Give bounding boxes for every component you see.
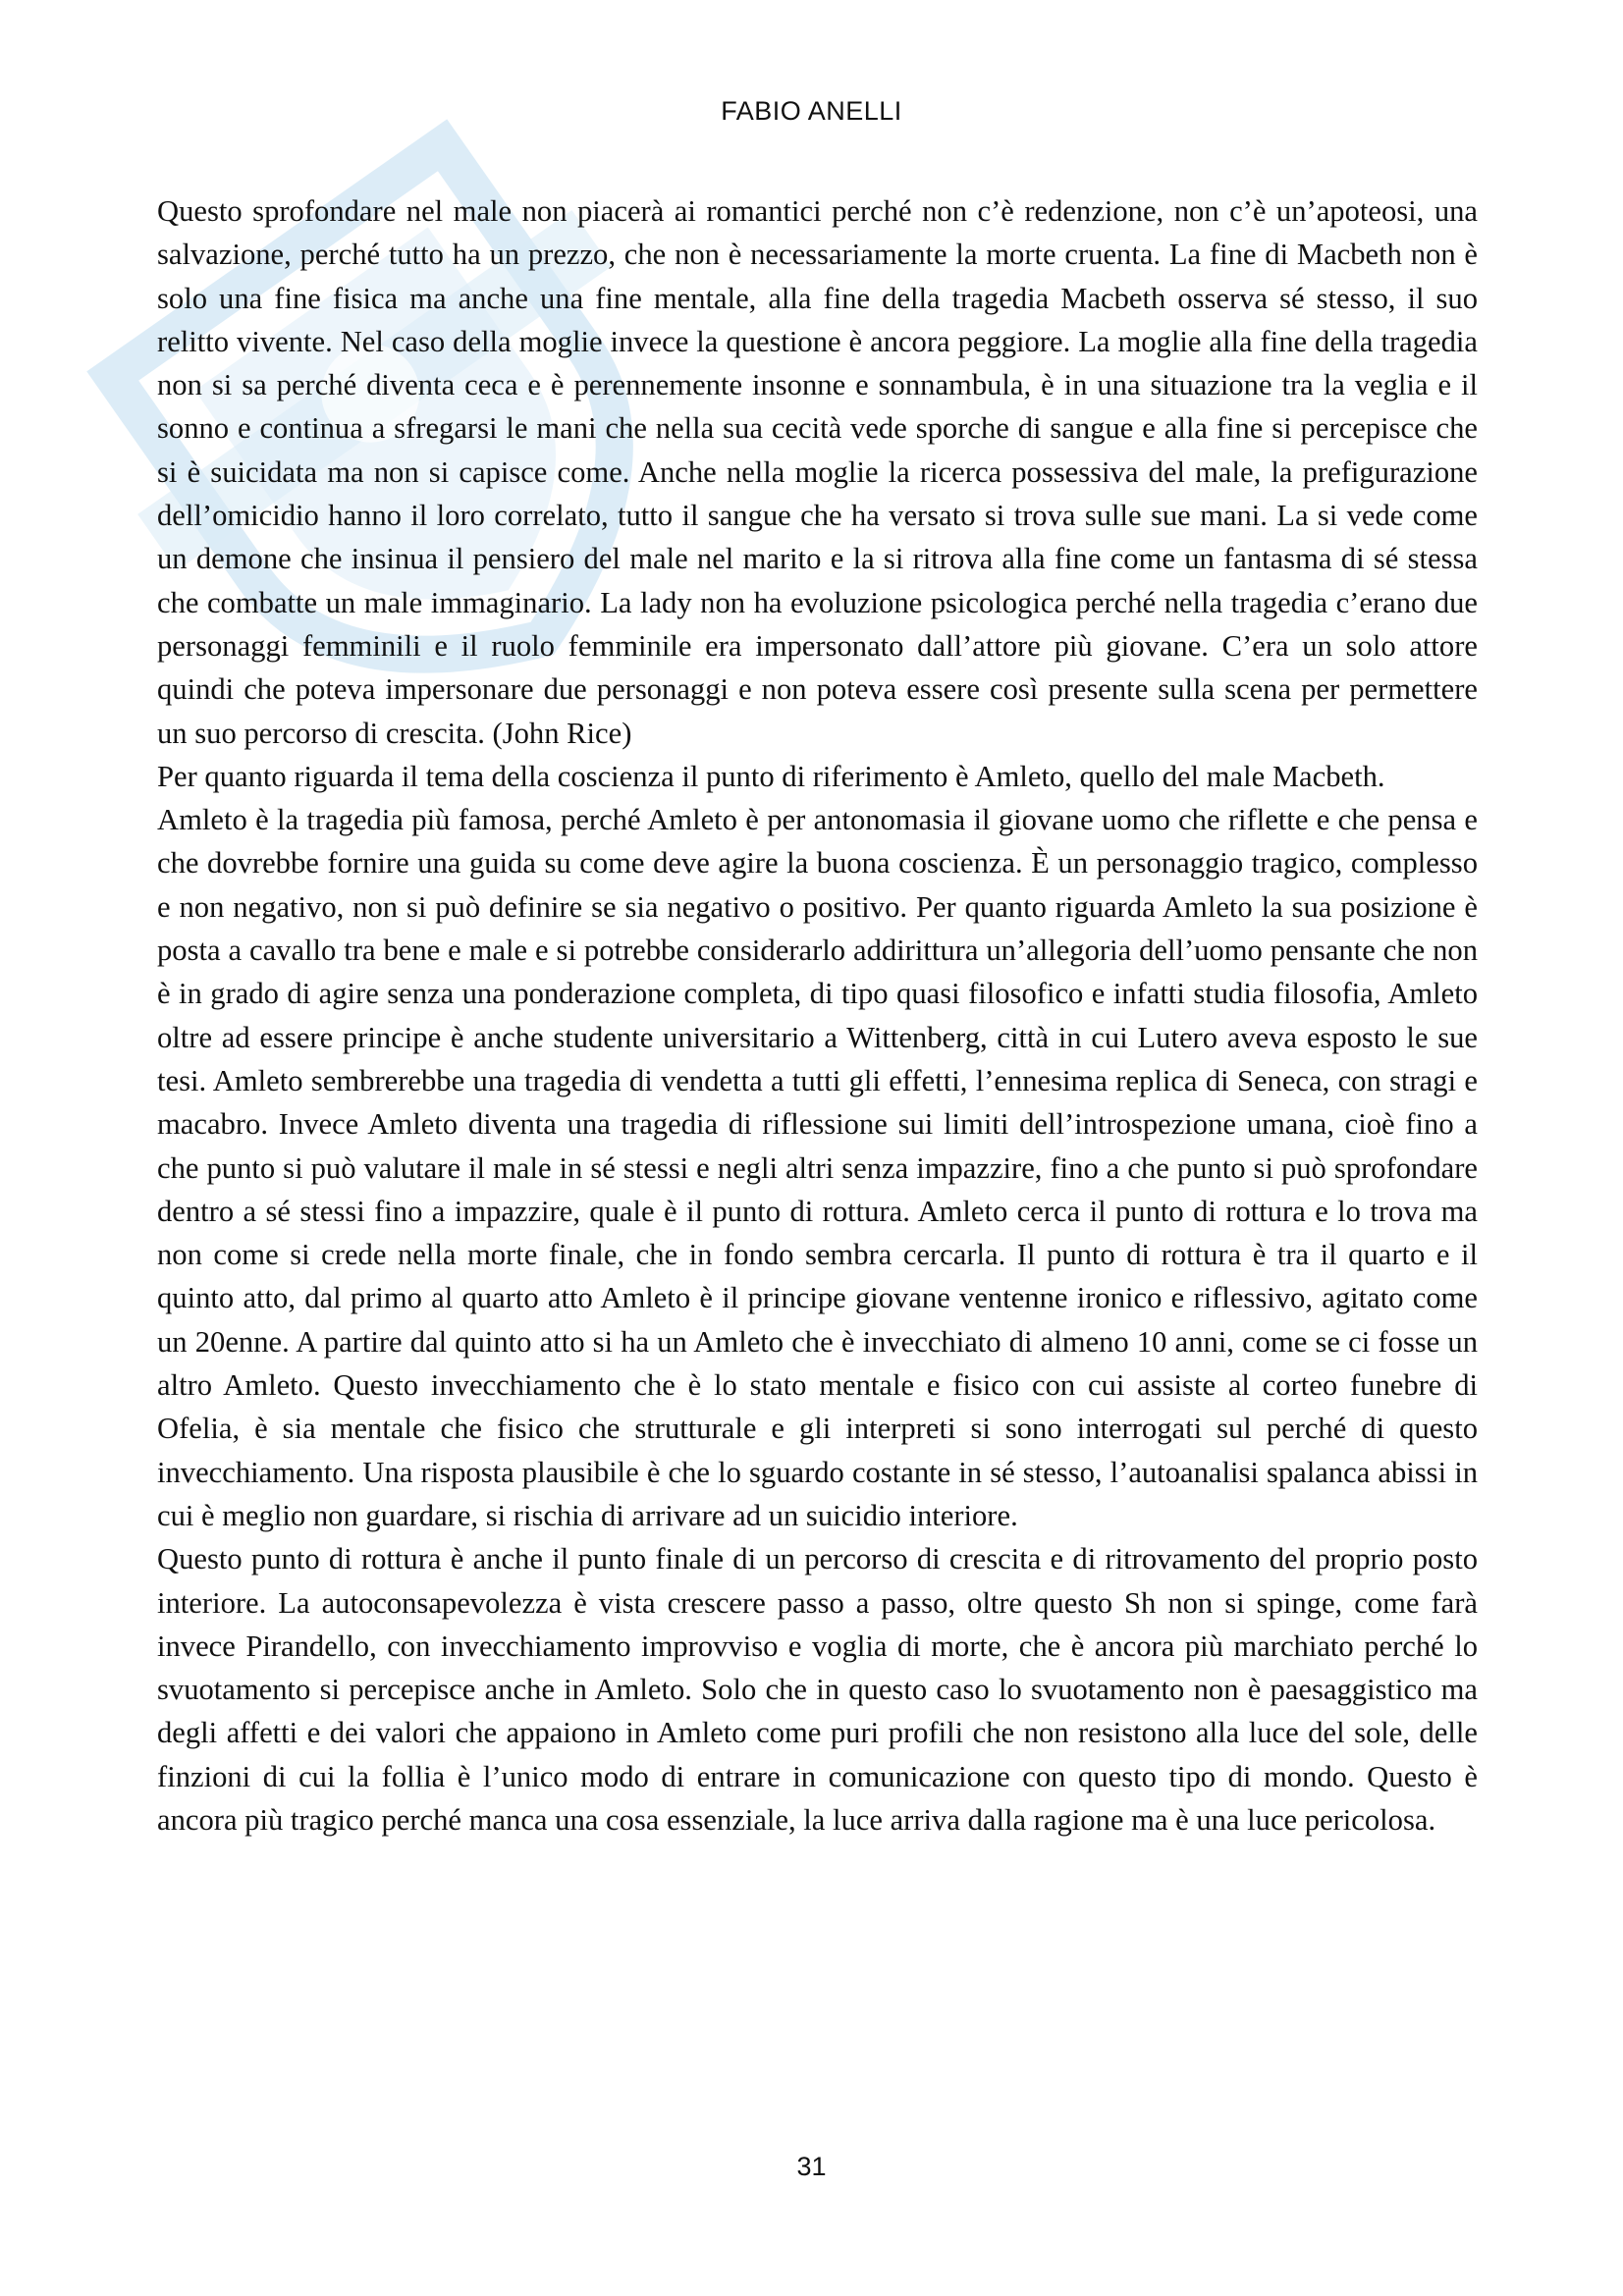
body-text (157, 189, 1478, 1842)
paragraph: Questo punto di rottura è anche il punto finale di un percorso di crescita e di ritrovamento del proprio posto interiore. La autoconsapevolezza è vista crescere passo a passo, oltre questo Sh non si spinge, come farà invece Pirandello, con invecchiamento improvviso e voglia di morte, che è ancora più marchiato perché lo svuotamento si percepisce anche in Amleto. Solo che in questo caso lo svuotamento non è paesaggistico ma degli affetti e dei valori che appaiono in Amleto come puri profili che non resistono alla luce del sole, delle finzioni di cui la follia è l’unico modo di entrare in comunicazione con questo tipo di mondo. Questo è ancora più tragico perché manca una cosa essenziale, la luce arriva dalla ragione ma è una luce pericolosa. (157, 1542, 1478, 1837)
page-number: 31 (796, 2152, 827, 2181)
paragraph: Amleto è la tragedia più famosa, perché Amleto è per antonomasia il giovane uomo che riflette e che pensa e che dovrebbe fornire una guida su come deve agire la buona coscienza. È un personaggio tragico, complesso e non negativo, non si può definire se sia negativo o positivo. Per quanto riguarda Amleto la sua posizione è posta a cavallo tra bene e male e si potrebbe considerarlo addirittura un’allegoria dell’uomo pensante che non è in grado di agire senza una ponderazione completa, di tipo quasi filosofico e infatti studia filosofia, Amleto oltre ad essere principe è anche studente universitario a Wittenberg, città in cui Lutero aveva esposto le sue tesi. Amleto sembrerebbe una tragedia di vendetta a tutti gli effetti, l’ennesima replica di Seneca, con stragi e macabro. Invece Amleto diventa una tragedia di riflessione sui limiti dell’introspezione umana, cioè fino a che punto si può valutare il male in sé stessi e negli altri senza impazzire, fino a che punto si può sprofondare dentro a sé stessi fino a impazzire, quale è il punto di rottura. Amleto cerca il punto di rottura e lo trova ma non come si crede nella morte finale, che in fondo sembra cercarla. Il punto di rottura è tra il quarto e il quinto atto, dal primo al quarto atto Amleto è il principe giovane ventenne ironico e riflessivo, agitato come un 20enne. A partire dal quinto atto si ha un Amleto che è invecchiato di almeno 10 anni, come se ci fosse un altro Amleto. Questo invecchiamento che è lo stato mentale e fisico con cui assiste al corteo funebre di Ofelia, è sia mentale che fisico che strutturale e gli interpreti si sono interrogati sul perché di questo invecchiamento. Una risposta plausibile è che lo sguardo costante in sé stesso, l’autoanalisi spalanca abissi in cui è meglio non guardare, si rischia di arrivare ad un suicidio interiore. (157, 803, 1478, 1532)
paragraph: Questo sprofondare nel male non piacerà ai romantici perché non c’è redenzione, non c’è un’apoteosi, una salvazione, perché tutto ha un prezzo, che non è necessariamente la morte cruenta. La fine di Macbeth non è solo una fine fisica ma anche una fine mentale, alla fine della tragedia Macbeth osserva sé stesso, il suo relitto vivente. Nel caso della moglie invece la questione è ancora peggiore. La moglie alla fine della tragedia non si sa perché diventa ceca e è perennemente insonne e sonnambula, è in una situazione tra la veglia e il sonno e continua a sfregarsi le mani che nella sua cecità vede sporche di sangue e alla fine si percepisce che si è suicidata ma non si capisce come. Anche nella moglie la ricerca possessiva del male, la prefigurazione dell’omicidio hanno il loro correlato, tutto il sangue che ha versato si trova sulle sue mani. La si vede come un demone che insinua il pensiero del male nel marito e la si ritrova alla fine come un fantasma di sé stessa che combatte un male immaginario. La lady non ha evoluzione psicologica perché nella tragedia c’erano due personaggi femminili e il ruolo femminile era impersonato dall’attore più giovane. C’era un solo attore quindi che poteva impersonare due personaggi e non poteva essere così presente sulla scena per permettere un suo percorso di crescita. (John Rice) (157, 194, 1478, 750)
paragraph: Per quanto riguarda il tema della coscienza il punto di riferimento è Amleto, quello del male Macbeth. (157, 759, 1385, 793)
running-header: FABIO ANELLI (721, 96, 902, 126)
